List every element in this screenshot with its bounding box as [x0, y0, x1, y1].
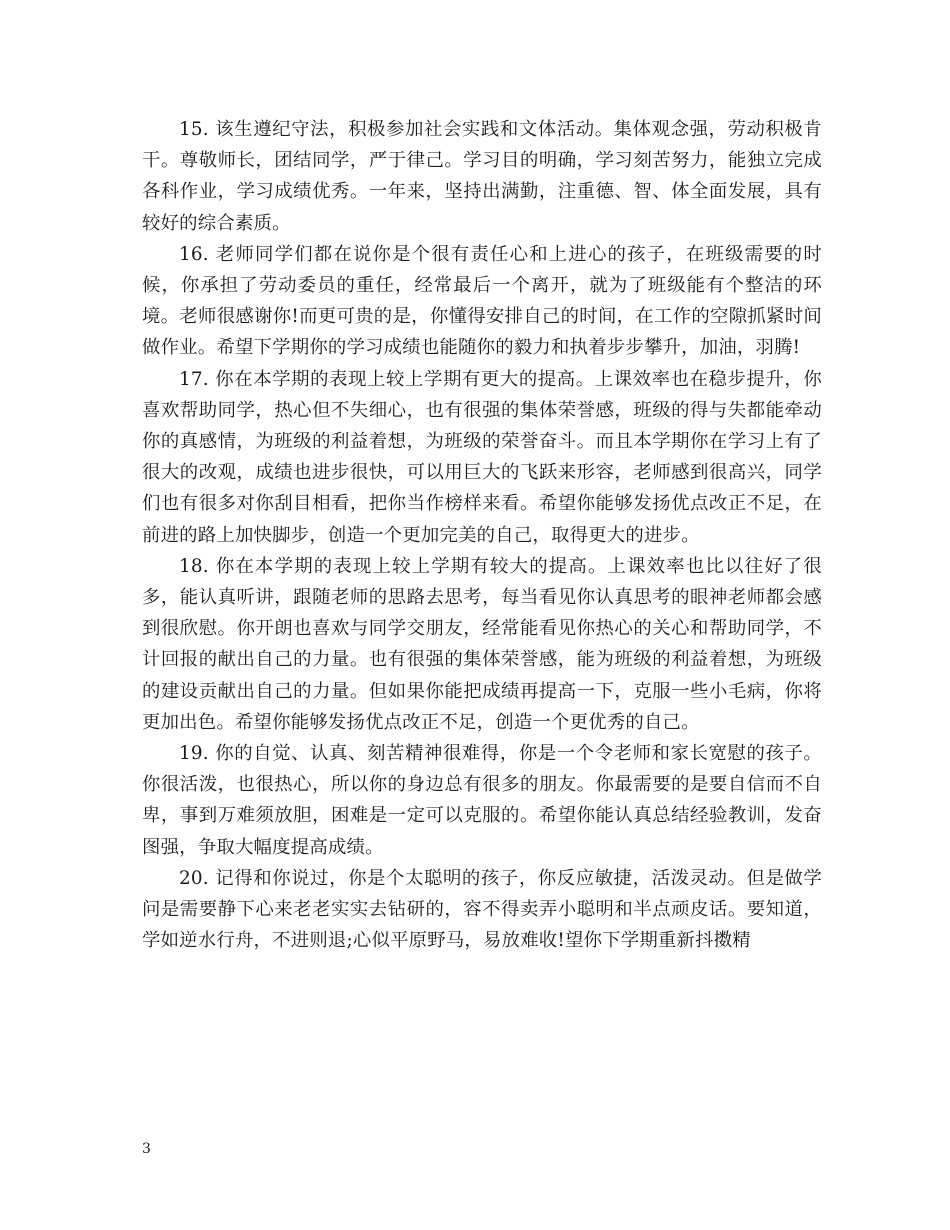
document-body	[142, 114, 822, 956]
comment-paragraph-17: 17. 你在本学期的表现上较上学期有更大的提高。上课效率也在稳步提升，你喜欢帮助同学，热心但不失细心，也有很强的集体荣誉感，班级的得与失都能牵动你的真感情，为班级的利益着想，为班级的荣誉奋斗。而且本学期你在学习上有了很大的改观，成绩也进步很快，可以用巨大的飞跃来形容，老师感到很高兴，同学们也有很多对你刮目相看，把你当作榜样来看。希望你能够发扬优点改正不足，在前进的路上加快脚步，创造一个更加完美的自己，取得更大的进步。	[142, 368, 822, 546]
comment-paragraph-19: 19. 你的自觉、认真、刻苦精神很难得，你是一个令老师和家长宽慰的孩子。你很活泼，也很热心，所以你的身边总有很多的朋友。你最需要的是要自信而不自卑，事到万难须放胆，困难是一定可以克服的。希望你能认真总结经验教训，发奋图强，争取大幅度提高成绩。	[142, 743, 822, 858]
page-number: 3	[142, 1141, 151, 1157]
comment-paragraph-16: 16. 老师同学们都在说你是个很有责任心和上进心的孩子，在班级需要的时候，你承担了劳动委员的重任，经常最后一个离开，就为了班级能有个整洁的环境。老师很感谢你!而更可贵的是，你懂得安排自己的时间，在工作的空隙抓紧时间做作业。希望下学期你的学习成绩也能随你的毅力和执着步步攀升，加油，羽腾!	[142, 243, 822, 359]
comment-paragraph-15: 15. 该生遵纪守法，积极参加社会实践和文体活动。集体观念强，劳动积极肯干。尊敬师长，团结同学，严于律己。学习目的明确，学习刻苦努力，能独立完成各科作业，学习成绩优秀。一年来，坚持出满勤，注重德、智、体全面发展，具有较好的综合素质。	[142, 119, 822, 234]
comment-paragraph-20: 20. 记得和你说过，你是个太聪明的孩子，你反应敏捷，活泼灵动。但是做学问是需要静下心来老老实实去钻研的，容不得卖弄小聪明和半点顽皮话。要知道，学如逆水行舟，不进则退;心似平原野马，易放难收!望你下学期重新抖擞精	[142, 867, 822, 952]
comment-paragraph-18: 18. 你在本学期的表现上较上学期有较大的提高。上课效率也比以往好了很多，能认真听讲，跟随老师的思路去思考，每当看见你认真思考的眼神老师都会感到很欣慰。你开朗也喜欢与同学交朋友，经常能看见你热心的关心和帮助同学，不计回报的献出自己的力量。也有很强的集体荣誉感，能为班级的利益着想，为班级的建设贡献出自己的力量。但如果你能把成绩再提高一下，克服一些小毛病，你将更加出色。希望你能够发扬优点改正不足，创造一个更优秀的自己。	[142, 555, 822, 733]
